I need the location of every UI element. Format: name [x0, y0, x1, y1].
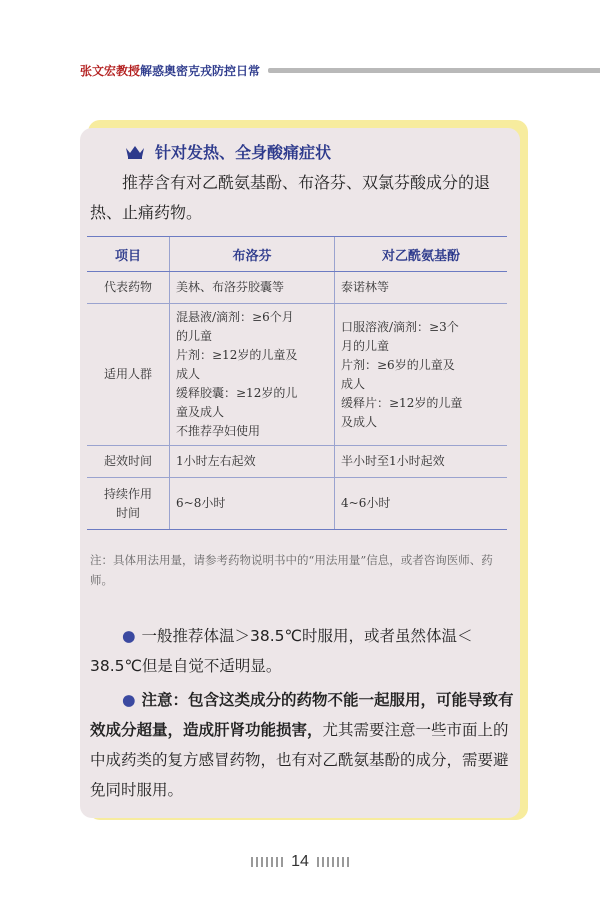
col-header-ibuprofen: 布洛芬 — [170, 237, 335, 272]
table-row — [87, 272, 507, 304]
row-label: 起效时间 — [87, 446, 170, 478]
bullet-list — [90, 621, 514, 809]
header-rule — [268, 68, 600, 73]
page-number: 14 — [291, 853, 309, 870]
cell-acetaminophen: 半小时至1小时起效 — [335, 446, 508, 478]
drug-comparison-table — [87, 236, 507, 530]
footer-bars-right — [317, 857, 349, 867]
crown-icon — [125, 145, 145, 159]
col-header-acetaminophen: 对乙酰氨基酚 — [335, 237, 508, 272]
header-series-title: 解惑奥密克戎防控日常 — [140, 63, 261, 78]
cell-ibuprofen: 美林、布洛芬胶囊等 — [170, 272, 335, 304]
row-label: 代表药物 — [87, 272, 170, 304]
cell-acetaminophen: 泰诺林等 — [335, 272, 508, 304]
cell-acetaminophen: 4~6小时 — [335, 478, 508, 530]
col-header-item: 项目 — [87, 237, 170, 272]
cell-ibuprofen: 6~8小时 — [170, 478, 335, 530]
page-footer — [0, 853, 600, 871]
section-title: 针对发热、全身酸痛症状 — [155, 143, 332, 162]
row-label: 适用人群 — [87, 304, 170, 446]
bullet-item: ● 一般推荐体温＞38.5℃时服用，或者虽然体温＜38.5℃但是自觉不适明显。 — [90, 627, 473, 675]
row-label: 持续作用 时间 — [87, 478, 170, 530]
table-row — [87, 304, 507, 446]
bullet-dot-icon: ● — [122, 691, 136, 709]
header-author: 张文宏教授 — [80, 63, 141, 78]
table-row — [87, 446, 507, 478]
table-header-row — [87, 237, 507, 272]
cell-acetaminophen: 口服溶液/滴剂：≥3个 月的儿童 片剂：≥6岁的儿童及 成人 缓释片：≥12岁的儿童 及成人 — [335, 304, 508, 446]
footnote: 注：具体用法用量，请参考药物说明书中的“用法用量”信息，或者咨询医师、药师。 — [90, 553, 493, 587]
intro-paragraph: 推荐含有对乙酰氨基酚、布洛芬、双氯芬酸成分的退热、止痛药物。 — [90, 173, 491, 222]
bullet-item: ● 注意：包含这类成分的药物不能一起服用，可能导致有效成分超量，造成肝肾功能损害，尤其需要注意一些市面上的中成药类的复方感冒药物，也有对乙酰氨基酚的成分，需要避免同时服用。 — [90, 691, 514, 799]
footer-bars-left — [251, 857, 283, 867]
section-heading — [125, 140, 331, 163]
table-row — [87, 478, 507, 530]
cell-ibuprofen: 混悬液/滴剂：≥6个月 的儿童 片剂：≥12岁的儿童及 成人 缓释胶囊：≥12岁的儿 童及成人 不推荐孕妇使用 — [170, 304, 335, 446]
page-header — [80, 62, 600, 78]
bullet-dot-icon: ● — [122, 627, 136, 645]
cell-ibuprofen: 1小时左右起效 — [170, 446, 335, 478]
